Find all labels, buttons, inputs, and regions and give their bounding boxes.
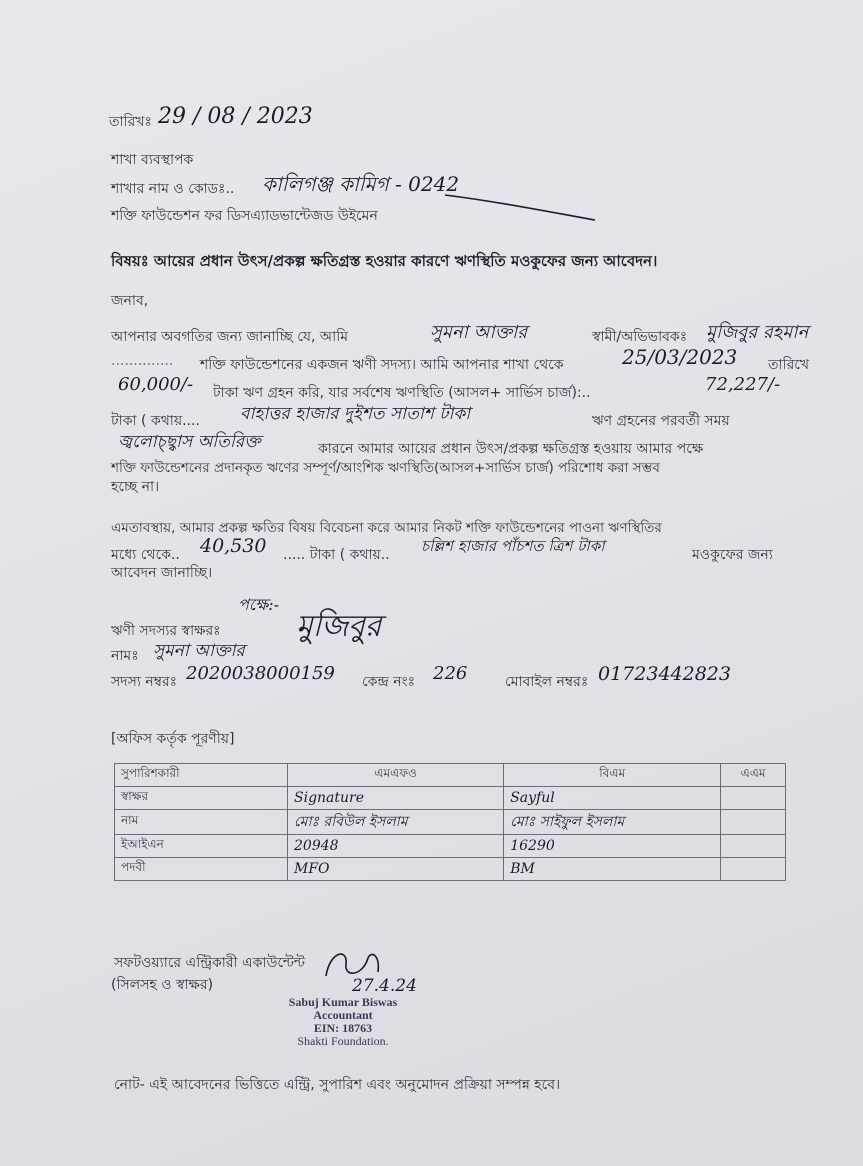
member-number-value: 2020038000159: [186, 663, 335, 684]
table-row: [115, 858, 786, 881]
header-am: এএম: [721, 764, 786, 787]
office-approval-table: [114, 763, 786, 881]
body2-line2-text-c: মওকুফের জন্য: [692, 547, 773, 563]
mfo-designation-text: MFO: [294, 861, 330, 877]
body2-line2-text-b: ..... টাকা ( কথায়..: [283, 547, 390, 563]
am-name: [721, 810, 786, 835]
mfo-ein-text: 20948: [294, 838, 339, 854]
table-row: [115, 835, 786, 858]
body1-line3-text: টাকা ঋণ গ্রহন করি, যার সর্বশেষ ঋণস্থিতি (আসল+ সার্ভিস চার্জ):..: [213, 385, 591, 401]
header-recommender: সুপারিশকারী: [115, 764, 288, 787]
in-words-label: টাকা ( কথায়....: [111, 413, 200, 429]
bm-ein: [504, 835, 721, 858]
date-suffix: তারিখে: [768, 357, 810, 373]
am-ein: [721, 835, 786, 858]
applicant-name: সুমনা আক্তার: [430, 322, 528, 343]
row-label-ein: ইআইএন: [115, 835, 288, 858]
bm-signature-text: Sayful: [510, 790, 555, 806]
mfo-signature: [288, 787, 504, 810]
mobile-label: মোবাইল নম্বরঃ: [505, 674, 589, 690]
pen-stroke-line: [440, 190, 600, 225]
member-name-value: সুমনা আক্তার: [153, 641, 245, 661]
member-name-label: নামঃ: [111, 648, 139, 664]
body1-line4-text: ঋণ গ্রহনের পরবর্তী সময়: [592, 413, 730, 429]
seal-name: Sabuj Kumar Biswas: [288, 995, 398, 1009]
mfo-name: [288, 810, 504, 835]
date-label: তারিখঃ: [109, 114, 152, 130]
row-label-name: নাম: [115, 810, 288, 835]
accountant-seal: [258, 996, 428, 1048]
body2-line3-text: আবেদন জানাচ্ছি।: [111, 565, 213, 581]
mfo-ein: [288, 835, 504, 858]
date-value: 29 / 08 / 2023: [158, 104, 313, 129]
table-row: [115, 787, 786, 810]
member-number-label: সদস্য নম্বরঃ: [111, 674, 178, 690]
body1-line6-text: শক্তি ফাউন্ডেশনের প্রদানকৃত ঋণের সম্পূর্ণ/আংশিক ঋণস্থিতি(আসল+সার্ভিস চার্জ) পরিশোধ করা সম্ভব: [111, 460, 660, 476]
header-bm: বিএম: [504, 764, 721, 787]
loan-date: 25/03/2023: [622, 345, 738, 369]
loan-amount: 60,000/-: [118, 374, 194, 395]
bm-designation: [504, 858, 721, 881]
am-signature: [721, 787, 786, 810]
body2-line2-text-a: মধ্যে থেকে..: [111, 547, 180, 563]
mobile-value: 01723442823: [598, 663, 731, 685]
outstanding-in-words: বাহাত্তর হাজার দুইশত সাতাশ টাকা: [240, 404, 471, 424]
branch-label: শাখার নাম ও কোডঃ..: [111, 181, 235, 197]
bm-signature: [504, 787, 721, 810]
branch-value: কালিগঞ্জ কামিগ - 0242: [262, 172, 460, 196]
seal-organization: Shakti Foundation.: [297, 1034, 389, 1048]
addressee-title: শাখা ব্যবস্থাপক: [111, 152, 194, 168]
body2-line1-text: এমতাবস্থায়, আমার প্রকল্প ক্ষতির বিষয় বিবেচনা করে আমার নিকট শক্তি ফাউন্ডেশনের পাওনা ঋণস্থিতির: [111, 520, 662, 536]
accountant-sign-date: 27.4.24: [352, 976, 417, 996]
header-mfo: এমএফও: [288, 764, 504, 787]
mfo-signature-text: Signature: [294, 790, 365, 806]
outstanding-amount: 72,227/-: [705, 374, 781, 395]
line2-dots: ..............: [111, 353, 174, 369]
waiver-in-words: চল্লিশ হাজার পাঁচশত ত্রিশ টাকা: [421, 537, 605, 555]
body1-line2-text: শক্তি ফাউন্ডেশনের একজন ঋণী সদস্য। আমি আপনার শাখা থেকে: [200, 357, 564, 373]
am-designation: [721, 858, 786, 881]
bm-ein-text: 16290: [510, 838, 555, 854]
center-label: কেন্দ্র নংঃ: [362, 674, 416, 690]
on-behalf-note: পক্ষে:-: [238, 595, 280, 614]
mfo-designation: [288, 858, 504, 881]
seal-signature-note: (সিলসহ ও স্বাক্ষর): [111, 977, 214, 993]
footer-note: নোট- এই আবেদনের ভিত্তিতে এন্ট্রি, সুপারিশ এবং অনুমোদন প্রক্রিয়া সম্পন্ন হবে।: [114, 1077, 561, 1093]
organization-name: শক্তি ফাউন্ডেশন ফর ডিসএ্যাডভান্টেজড উইমেন: [111, 208, 378, 224]
body1-line1-text: আপনার অবগতির জন্য জানাচ্ছি যে, আমি: [111, 329, 349, 345]
member-signature-label: ঋণী সদস্যর স্বাক্ষরঃ: [111, 623, 221, 639]
guardian-label: স্বামী/অভিভাবকঃ: [592, 329, 688, 345]
member-signature: মুজিবুর: [296, 609, 382, 644]
seal-ein: EIN: 18763: [313, 1021, 373, 1035]
row-label-signature: স্বাক্ষর: [115, 787, 288, 810]
body1-line5-text: কারনে আমার আয়ের প্রধান উৎস/প্রকল্প ক্ষতিগ্রস্ত হওয়ায় আমার পক্ষে: [318, 441, 704, 457]
accountant-label: সফটওয়্যারে এন্ট্রিকারী একাউন্টেন্ট: [114, 955, 306, 971]
body1-line7-text: হচ্ছে না।: [111, 479, 160, 495]
damage-reason: জ্বলোচ্ছ্বাস অতিরিক্ত: [118, 432, 261, 452]
table-header-row: [115, 764, 786, 787]
mfo-name-text: মোঃ রবিউল ইসলাম: [294, 814, 408, 830]
salutation: জনাব,: [111, 293, 149, 309]
table-row: [115, 810, 786, 835]
office-use-heading: [অফিস কর্তৃক পূরণীয়]: [111, 731, 235, 747]
center-value: 226: [433, 663, 468, 684]
guardian-name: মুজিবুর রহমান: [706, 322, 809, 343]
row-label-designation: পদবী: [115, 858, 288, 881]
subject-line: বিষয়ঃ আয়ের প্রধান উৎস/প্রকল্প ক্ষতিগ্রস্ত হওয়ার কারণে ঋণস্থিতি মওকুফের জন্য আবেদন।: [111, 252, 658, 270]
bm-name: [504, 810, 721, 835]
bm-designation-text: BM: [510, 861, 535, 877]
waiver-amount: 40,530: [200, 535, 267, 557]
bm-name-text: মোঃ সাইফুল ইসলাম: [510, 814, 625, 830]
seal-title: Accountant: [313, 1008, 373, 1022]
